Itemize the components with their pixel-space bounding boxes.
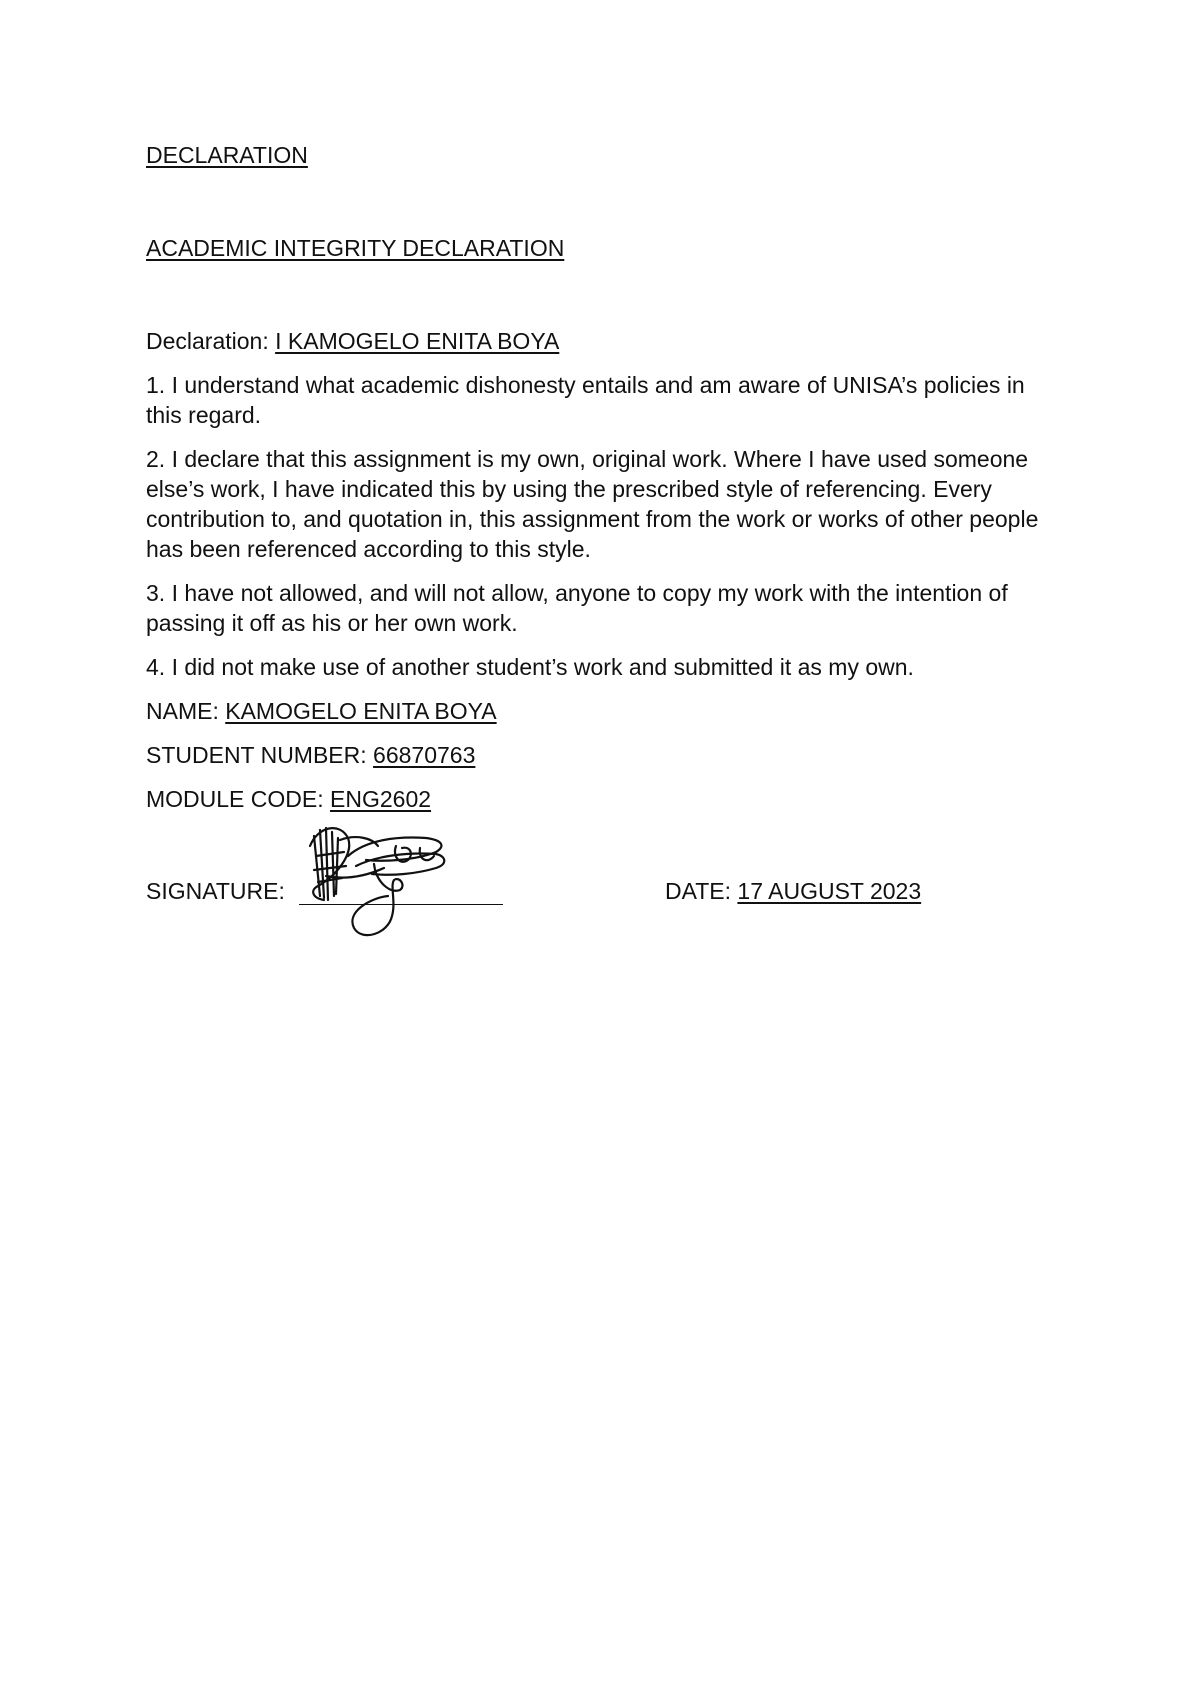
module-code-label: MODULE CODE: bbox=[146, 786, 331, 812]
student-number-label: STUDENT NUMBER: bbox=[146, 742, 374, 768]
date-field bbox=[665, 876, 921, 906]
module-code-field bbox=[146, 784, 1066, 814]
declaration-line bbox=[146, 326, 1066, 356]
paragraph-3: 3. I have not allowed, and will not allow, anyone to copy my work with the intention of passing it off as his or her own work. bbox=[146, 580, 1008, 636]
student-number-value: 66870763 bbox=[373, 742, 476, 768]
paragraph-2: 2. I declare that this assignment is my own, original work. Where I have used someone else’s work, I have indicated this by using the prescribed style of referencing. Every contribution to, and quotation in, this assignment from the work or works of other people has been referenced according to this style. bbox=[146, 446, 1039, 562]
date-label: DATE: bbox=[665, 878, 738, 904]
declaration-value: I KAMOGELO ENITA BOYA bbox=[275, 328, 560, 354]
handwritten-signature bbox=[296, 816, 476, 946]
date-value: 17 AUGUST 2023 bbox=[737, 878, 922, 904]
paragraph-4: 4. I did not make use of another student’s work and submitted it as my own. bbox=[146, 654, 914, 680]
module-code-value: ENG2602 bbox=[330, 786, 432, 812]
name-label: NAME: bbox=[146, 698, 226, 724]
heading-text: DECLARATION bbox=[146, 142, 308, 168]
subheading-text: ACADEMIC INTEGRITY DECLARATION bbox=[146, 235, 565, 261]
document-subheading bbox=[146, 233, 1066, 263]
declaration-label: Declaration: bbox=[146, 328, 276, 354]
name-value: KAMOGELO ENITA BOYA bbox=[225, 698, 497, 724]
signature-row bbox=[146, 876, 1066, 916]
document-heading bbox=[146, 140, 1066, 170]
document-content bbox=[146, 140, 1066, 916]
signature-label: SIGNATURE: bbox=[146, 878, 285, 904]
name-field bbox=[146, 696, 1066, 726]
student-number-field bbox=[146, 740, 1066, 770]
paragraph-1: 1. I understand what academic dishonesty entails and am aware of UNISA’s policies in this regard. bbox=[146, 372, 1025, 428]
